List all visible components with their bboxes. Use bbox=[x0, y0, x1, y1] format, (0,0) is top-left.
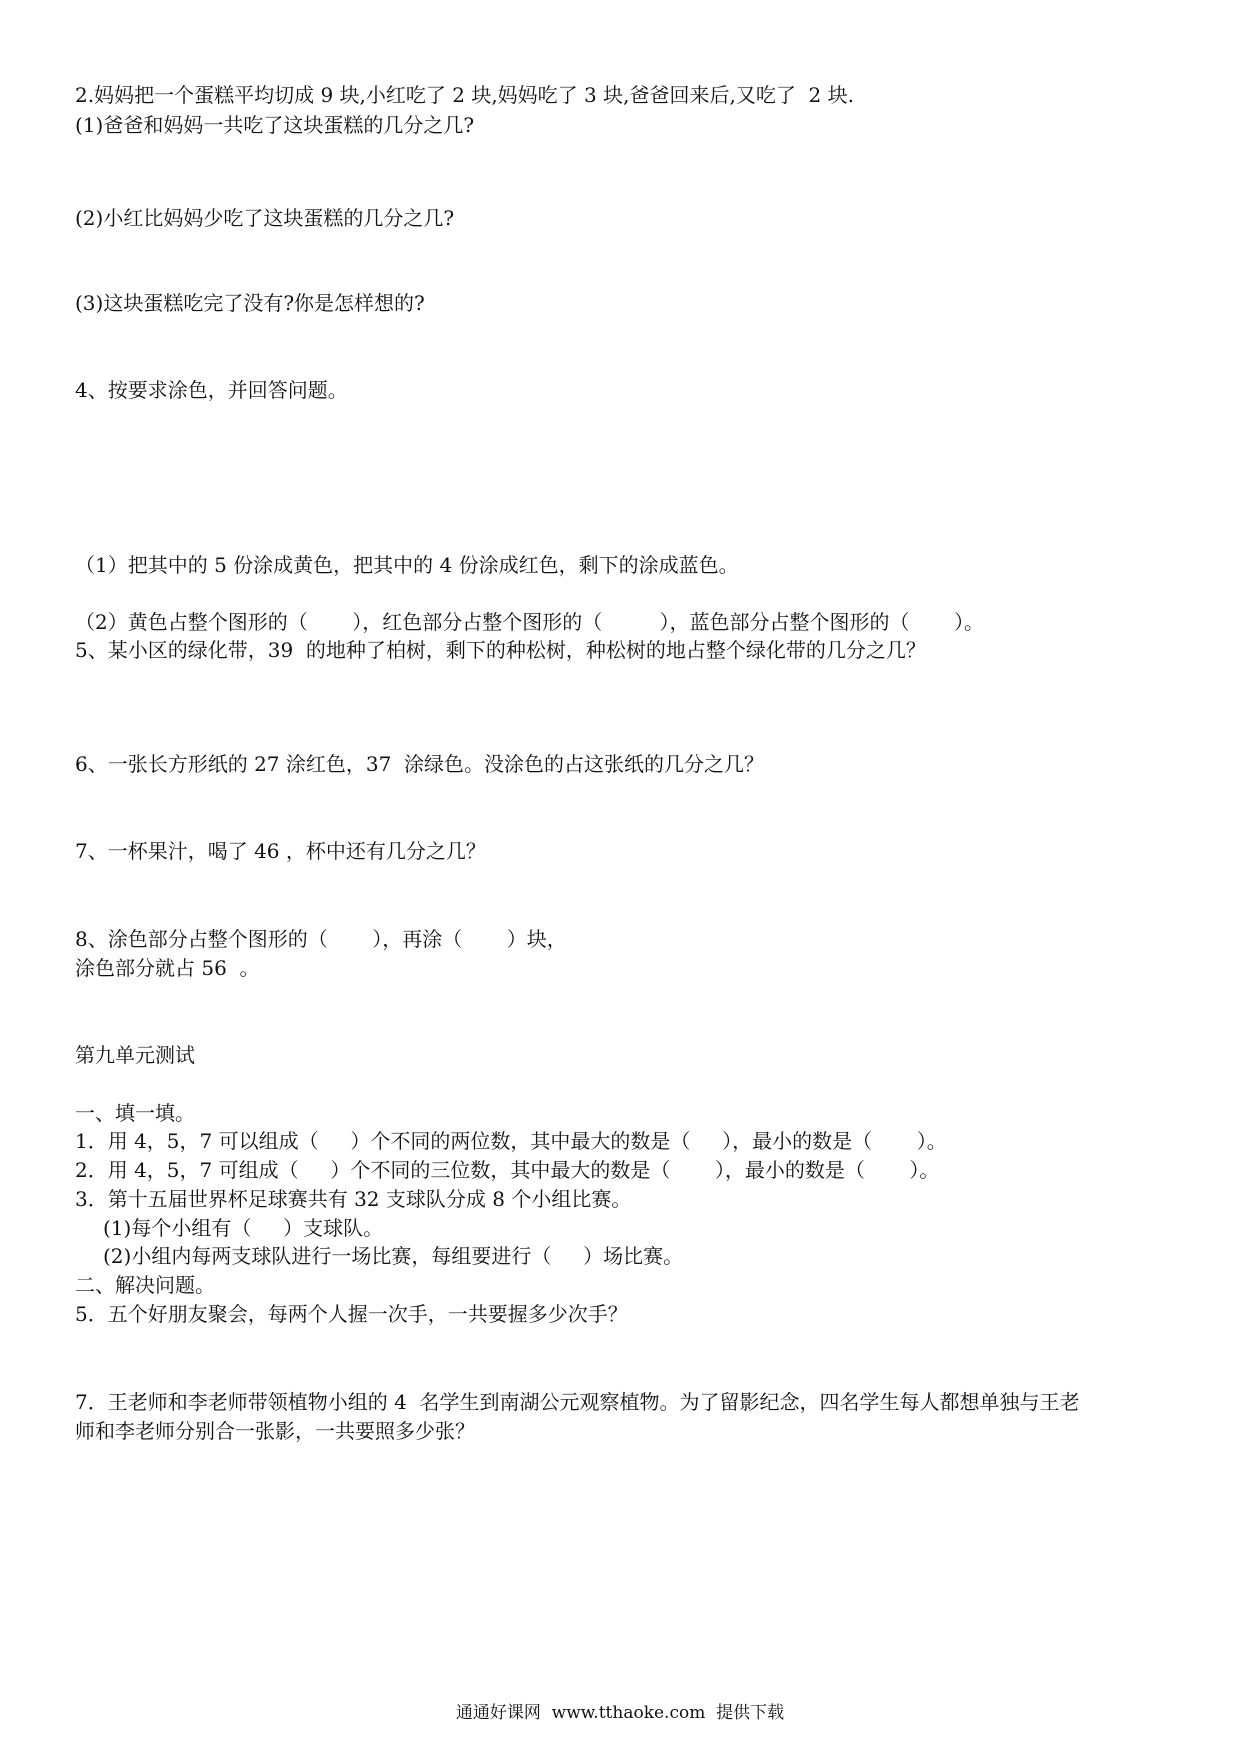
solve-item-7-line-1: 7．王老师和李老师带领植物小组的 4 名学生到南湖公元观察植物。为了留影纪念，四名学生每人都想单独与王老 bbox=[75, 1390, 1080, 1414]
fill-item-1: 1．用 4，5，7 可以组成（ ）个不同的两位数，其中最大的数是（ ），最小的数是（ ）。 bbox=[75, 1129, 947, 1153]
page-footer: 通通好课网 www.tthaoke.com 提供下载 bbox=[455, 1703, 785, 1723]
problem-2-statement: 2.妈妈把一个蛋糕平均切成 9 块,小红吃了 2 块,妈妈吃了 3 块,爸爸回来后,又吃了 2 块. bbox=[75, 83, 854, 107]
section-1-heading: 一、填一填。 bbox=[75, 1101, 195, 1125]
problem-2-part-3: (3)这块蛋糕吃完了没有?你是怎样想的? bbox=[75, 291, 425, 315]
problem-4-part-1: （1）把其中的 5 份涂成黄色，把其中的 4 份涂成红色，剩下的涂成蓝色。 bbox=[75, 553, 739, 577]
fill-item-3: 3．第十五届世界杯足球赛共有 32 支球队分成 8 个小组比赛。 bbox=[75, 1187, 632, 1211]
problem-4-part-2: （2）黄色占整个图形的（ ），红色部分占整个图形的（ ），蓝色部分占整个图形的（ ）。 bbox=[75, 610, 984, 634]
problem-8-line-2: 涂色部分就占 56 。 bbox=[75, 956, 260, 980]
problem-7: 7、一杯果汁，喝了 46 ，杯中还有几分之几？ bbox=[75, 839, 486, 863]
problem-8-line-1: 8、涂色部分占整个图形的（ ），再涂（ ）块， bbox=[75, 927, 567, 951]
problem-2-part-2: (2)小红比妈妈少吃了这块蛋糕的几分之几? bbox=[75, 206, 455, 230]
problem-6: 6、一张长方形纸的 27 涂红色，37 涂绿色。没涂色的占这张纸的几分之几？ bbox=[75, 752, 765, 776]
problem-2-part-1: (1)爸爸和妈妈一共吃了这块蛋糕的几分之几? bbox=[75, 113, 475, 137]
problem-4-statement: 4、按要求涂色，并回答问题。 bbox=[75, 378, 348, 402]
section-2-heading: 二、解决问题。 bbox=[75, 1273, 215, 1297]
solve-item-5: 5．五个好朋友聚会，每两个人握一次手，一共要握多少次手？ bbox=[75, 1302, 628, 1326]
unit-9-test-title: 第九单元测试 bbox=[75, 1043, 195, 1067]
fill-item-2: 2．用 4，5，7 可组成（ ）个不同的三位数，其中最大的数是（ ），最小的数是（ ）。 bbox=[75, 1158, 940, 1182]
problem-5: 5、某小区的绿化带，39 的地种了柏树，剩下的种松树，种松树的地占整个绿化带的几分之几？ bbox=[75, 638, 926, 662]
solve-item-7-line-2: 师和李老师分别合一张影，一共要照多少张？ bbox=[75, 1419, 475, 1443]
fill-item-3-part-1: (1)每个小组有（ ）支球队。 bbox=[103, 1216, 384, 1240]
fill-item-3-part-2: (2)小组内每两支球队进行一场比赛，每组要进行（ ）场比赛。 bbox=[103, 1244, 684, 1268]
